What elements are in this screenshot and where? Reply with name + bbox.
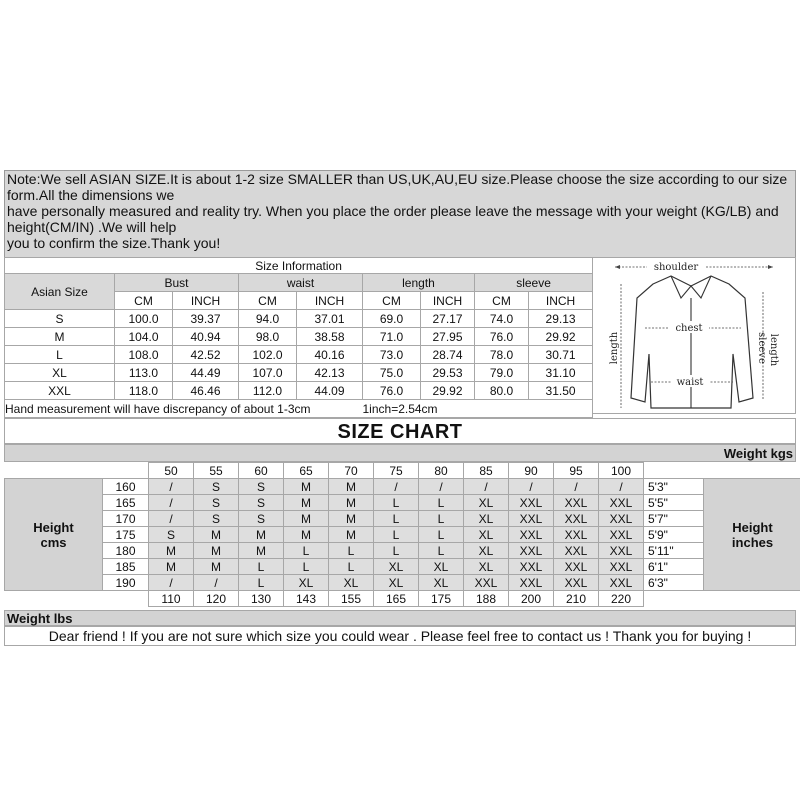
size-cell: S [239,479,284,495]
measurement-value: 107.0 [239,364,297,382]
size-cell: L [284,559,329,575]
blank-cell [644,591,704,607]
shoulder-label: shoulder [653,262,699,273]
unit-cm: CM [363,292,421,310]
height-inch-value: 5'9" [644,527,704,543]
weight-lbs-label: Weight lbs [4,610,796,626]
measurement-value: 30.71 [529,346,593,364]
size-chart-row [5,511,800,527]
size-cell: / [509,479,554,495]
size-cell: L [329,543,374,559]
measurement-value: 112.0 [239,382,297,400]
size-cell: M [149,559,194,575]
size-cell: XXL [554,495,599,511]
weight-kg-value: 95 [554,463,599,479]
size-cell: S [194,479,239,495]
measurement-value: 118.0 [115,382,173,400]
sleeve-label: sleeve [756,332,767,364]
height-inch-value: 6'3" [644,575,704,591]
waist-label: waist [676,377,704,388]
weight-lbs-value: 143 [284,591,329,607]
size-cell: XL [284,575,329,591]
weight-lbs-value: 120 [194,591,239,607]
weight-lbs-value: 165 [374,591,419,607]
size-cell: L [239,575,284,591]
size-chart-row [5,575,800,591]
size-cell: / [599,479,644,495]
height-cm-value: 175 [103,527,149,543]
size-cell: / [554,479,599,495]
size-cell: XL [464,527,509,543]
size-cell: M [239,527,284,543]
waist-header: waist [239,274,363,292]
size-cell: M [284,479,329,495]
height-cms-line-2: cms [40,534,67,550]
height-inches-line-1: Height [732,519,773,535]
size-cell: / [149,495,194,511]
blank-cell [644,463,704,479]
weight-lbs-value: 200 [509,591,554,607]
size-cell: M [329,479,374,495]
measurement-value: 102.0 [239,346,297,364]
size-cell: XXL [599,559,644,575]
size-cell: M [194,559,239,575]
note-line-1: Note:We sell ASIAN SIZE.It is about 1-2 size SMALLER than US,UK,AU,EU size.Please choose the size according to our size [7,171,788,187]
height-cm-value: 185 [103,559,149,575]
size-cell: XXL [509,559,554,575]
size-cell: / [194,575,239,591]
measurement-value: 39.37 [173,310,239,328]
size-cell: M [239,543,284,559]
measurement-value: 100.0 [115,310,173,328]
unit-inch: INCH [529,292,593,310]
size-info-row [5,328,593,346]
size-cell: XL [374,575,419,591]
size-cell: XXL [509,543,554,559]
size-chart-title: SIZE CHART [4,418,796,444]
weight-lbs-value: 220 [599,591,644,607]
measurement-value: 69.0 [363,310,421,328]
measurement-value: 78.0 [475,346,529,364]
size-cell: M [329,495,374,511]
measurement-value: 27.17 [421,310,475,328]
height-cm-value: 180 [103,543,149,559]
size-cell: L [329,559,374,575]
size-cell: / [149,511,194,527]
unit-cm: CM [115,292,173,310]
note-line-5: you to confirm the size.Thank you! [7,235,221,251]
measurement-value: 94.0 [239,310,297,328]
measurement-value: 46.46 [173,382,239,400]
measurement-value: 42.52 [173,346,239,364]
measurement-value: 79.0 [475,364,529,382]
asian-size-value: M [5,328,115,346]
weight-lbs-value: 130 [239,591,284,607]
weight-kg-value: 90 [509,463,554,479]
size-chart-row [5,479,800,495]
asian-size-value: L [5,346,115,364]
unit-cm: CM [475,292,529,310]
size-cell: XXL [599,575,644,591]
size-cell: XL [464,559,509,575]
measurement-value: 42.13 [297,364,363,382]
measurement-value: 44.09 [297,382,363,400]
weight-lbs-value: 210 [554,591,599,607]
weight-kg-value: 75 [374,463,419,479]
size-cell: XL [464,543,509,559]
weight-kg-value: 60 [239,463,284,479]
size-chart-row [5,559,800,575]
size-cell: / [149,575,194,591]
note-line-2: form.All the dimensions we [7,187,175,203]
size-info-row [5,382,593,400]
size-cell: L [374,527,419,543]
measurement-value: 31.10 [529,364,593,382]
measurement-footnote: Hand measurement will have discrepancy of about 1-3cm [5,400,363,418]
bust-header: Bust [115,274,239,292]
size-chart-row [5,495,800,511]
height-inch-value: 5'5" [644,495,704,511]
size-cell: M [284,527,329,543]
measurement-value: 98.0 [239,328,297,346]
size-info-row [5,346,593,364]
measurement-value: 44.49 [173,364,239,382]
size-cell: S [239,511,284,527]
measurement-value: 80.0 [475,382,529,400]
weight-kg-row [5,463,800,479]
blank-cell [5,591,103,607]
size-cell: XXL [599,543,644,559]
height-inch-value: 6'1" [644,559,704,575]
size-cell: L [239,559,284,575]
measurement-value: 76.0 [475,328,529,346]
size-cell: XXL [599,527,644,543]
measurement-value: 29.53 [421,364,475,382]
measurement-value: 37.01 [297,310,363,328]
shirt-icon [593,258,795,413]
size-cell: L [374,543,419,559]
size-cell: L [419,527,464,543]
height-cm-value: 165 [103,495,149,511]
chest-label: chest [675,323,703,334]
size-info-title: Size Information [5,258,593,274]
size-cell: XXL [509,495,554,511]
size-cell: / [419,479,464,495]
length-header: length [363,274,475,292]
measurement-value: 40.16 [297,346,363,364]
length-label: length [609,331,620,365]
size-cell: XXL [509,511,554,527]
blank-cell [5,463,103,479]
size-cell: S [194,495,239,511]
weight-kgs-label: Weight kgs [4,444,796,462]
unit-inch: INCH [173,292,239,310]
contact-message: Dear friend ! If you are not sure which size you could wear . Please feel free to contact us ! Thank you for buying ! [4,626,796,646]
size-cell: L [284,543,329,559]
size-cell: M [284,511,329,527]
measurement-value: 38.58 [297,328,363,346]
weight-kg-value: 55 [194,463,239,479]
height-inch-value: 5'3" [644,479,704,495]
measurement-value: 29.13 [529,310,593,328]
height-inches-label [704,479,800,591]
height-cm-value: 190 [103,575,149,591]
size-cell: XL [329,575,374,591]
size-cell: XXL [599,511,644,527]
sleeve-length-label: length [768,333,779,367]
measurement-value: 31.50 [529,382,593,400]
size-chart-row [5,527,800,543]
weight-kg-value: 80 [419,463,464,479]
measurement-value: 108.0 [115,346,173,364]
size-cell: XXL [554,527,599,543]
measurement-value: 28.74 [421,346,475,364]
size-cell: M [329,511,374,527]
size-cell: / [464,479,509,495]
blank-cell [103,591,149,607]
note-line-4: height(CM/IN) .We will help [7,219,177,235]
weight-kg-value: 85 [464,463,509,479]
size-note [4,170,796,258]
height-cm-value: 160 [103,479,149,495]
size-cell: XL [374,559,419,575]
weight-kg-value: 50 [149,463,194,479]
size-cell: XL [464,495,509,511]
weight-lbs-value: 188 [464,591,509,607]
asian-size-value: XL [5,364,115,382]
weight-kg-value: 70 [329,463,374,479]
size-cell: S [194,511,239,527]
weight-kg-value: 65 [284,463,329,479]
measurement-value: 29.92 [421,382,475,400]
size-chart-row [5,543,800,559]
size-cell: L [419,511,464,527]
measurement-value: 73.0 [363,346,421,364]
measurement-value: 113.0 [115,364,173,382]
size-cell: M [194,527,239,543]
height-cms-line-1: Height [33,519,74,535]
size-cell: L [374,495,419,511]
sleeve-header: sleeve [475,274,593,292]
height-inches-line-2: inches [731,534,774,550]
unit-cm: CM [239,292,297,310]
weight-lbs-value: 175 [419,591,464,607]
size-cell: / [149,479,194,495]
size-cell: M [149,543,194,559]
blank-cell [704,591,800,607]
asian-size-value: XXL [5,382,115,400]
size-cell: XXL [554,559,599,575]
measurement-value: 76.0 [363,382,421,400]
asian-size-value: S [5,310,115,328]
shirt-measurement-diagram [592,257,796,414]
measurement-value: 71.0 [363,328,421,346]
measurement-value: 75.0 [363,364,421,382]
size-cell: XXL [554,575,599,591]
size-cell: XL [419,575,464,591]
size-cell: XL [464,511,509,527]
size-cell: XXL [599,495,644,511]
size-cell: XXL [509,575,554,591]
measurement-value: 74.0 [475,310,529,328]
size-cell: M [284,495,329,511]
unit-inch: INCH [297,292,363,310]
size-info-row [5,310,593,328]
note-line-3: have personally measured and reality try. When you place the order please leave the message with your weight (KG/LB) and [7,203,779,219]
height-inch-value: 5'11" [644,543,704,559]
unit-inch: INCH [421,292,475,310]
size-cell: L [419,543,464,559]
measurement-value: 40.94 [173,328,239,346]
measurement-value: 27.95 [421,328,475,346]
size-cell: S [239,495,284,511]
size-info-row [5,364,593,382]
weight-lbs-value: 110 [149,591,194,607]
height-inch-value: 5'7" [644,511,704,527]
size-cell: / [374,479,419,495]
size-cell: M [194,543,239,559]
size-cell: M [329,527,374,543]
measurement-value: 104.0 [115,328,173,346]
size-cell: XXL [509,527,554,543]
size-information-table [4,257,593,418]
blank-cell [704,463,800,479]
size-cell: S [149,527,194,543]
size-chart-table [4,462,800,607]
size-cell: L [419,495,464,511]
blank-cell [103,463,149,479]
height-cms-label [5,479,103,591]
inch-conversion: 1inch=2.54cm [363,400,593,418]
weight-lbs-row [5,591,800,607]
size-cell: L [374,511,419,527]
height-cm-value: 170 [103,511,149,527]
weight-kg-value: 100 [599,463,644,479]
size-cell: XL [419,559,464,575]
weight-lbs-value: 155 [329,591,374,607]
asian-size-header: Asian Size [5,274,115,310]
size-cell: XXL [464,575,509,591]
measurement-value: 29.92 [529,328,593,346]
size-cell: XXL [554,511,599,527]
size-cell: XXL [554,543,599,559]
